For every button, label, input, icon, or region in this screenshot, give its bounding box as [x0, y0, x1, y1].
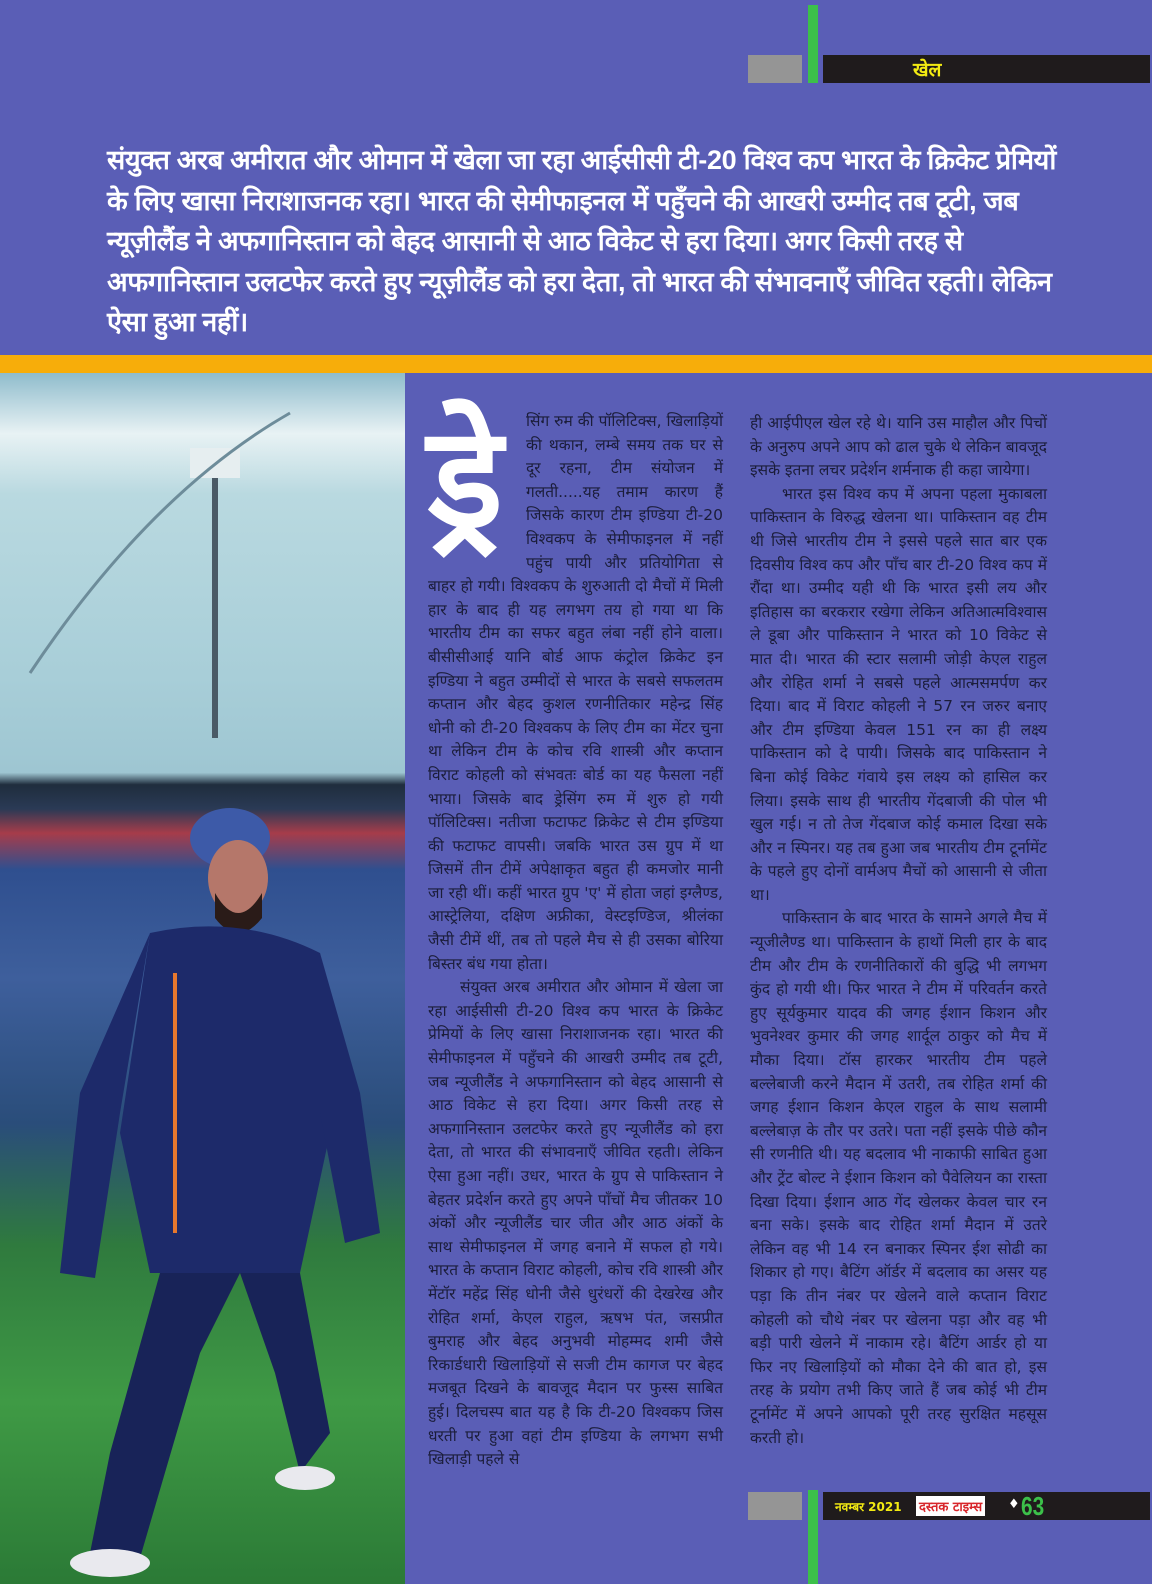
headline: संयुक्त अरब अमीरात और ओमान में खेला जा रहा आईसीसी टी-20 विश्व कप भारत के क्रिकेट प्रेमियों के लिए खासा निराशाजनक रहा। भारत की सेमीफाइनल में पहुँचने की आखरी उम्मीद तब टूटी, जब न्यूज़ीलैंड ने अफगानिस्तान को बेहद आसानी से आठ विकेट से हरा दिया। अगर किसी तरह से अफगानिस्तान उलटफेर करते हुए न्यूज़ीलैंड को हरा देता, तो भारत की संभावनाएँ जीवित रहती। लेकिन ऐसा हुआ नहीं। [107, 145, 1057, 337]
player-figure [60, 808, 380, 1577]
player-illustration [0, 373, 405, 1584]
separator-icon: ♦ [1008, 1497, 1020, 1512]
issue-date: नवम्बर 2021 [835, 1500, 902, 1514]
article-paragraph: भारत इस विश्व कप में अपना पहला मुकाबला पाकिस्तान के विरुद्ध खेलना था। पाकिस्तान वह टीम थी जिसे भारतीय टीम ने इससे पहले सात बार एक दिवसीय विश्व कप और पाँच बार टी-20 विश्व कप में रौंदा था। उम्मीद यही थी कि भारत इसी लय और इतिहास का बरकरार रखेगा लेकिन अतिआत्मविश्वास ले डूबा और पाकिस्तान ने भारत को 10 विकेट से मात दी। भारत की स्टार सलामी जोड़ी केएल राहुल और रोहित शर्मा ने सबसे पहले आत्मसमर्पण कर दिया। बाद में विराट कोहली ने 57 रन जरुर बनाए और टीम इण्डिया केवल 151 रन का ही लक्ष्य पाकिस्तान को दे पायी। जिसके बाद पाकिस्तान ने बिना कोई विकेट गंवाये इस लक्ष्य को हासिल कर लिया। इसके साथ ही भारतीय गेंदबाजी की पोल भी खुल गई। न तो तेज गेंदबाज कोई कमाल दिखा सके और न स्पिनर। यह तब हुआ जब भारतीय टीम टूर्नामेंट के पहले हुए दोनों वार्मअप मैचों को आसानी से जीता था। [750, 484, 1047, 904]
article-column-2 [750, 412, 1047, 1450]
section-label-bar [823, 55, 1150, 83]
section-label: खेल [913, 59, 942, 81]
stadium-roof-cable [30, 413, 290, 673]
article-paragraph: सिंग रुम की पॉलिटिक्स, खिलाड़ियों की थकान, लम्बे समय तक घर से दूर रहना, टीम संयोजन में गलती.....यह तमाम कारण हैं जिसके कारण टीम इण्डिया टी-20 विश्वकप के सेमीफाइनल में नहीं पहुंच पायी और प्रतियोगिता से बाहर हो गयी। विश्वकप के शुरुआती दो मैचों में मिली हार के बाद ही यह लगभग तय हो गया था कि भारतीय टीम का सफर बहुत लंबा नहीं होने वाला। बीसीसीआई यानि बोर्ड आफ कंट्रोल क्रिकेट इन इण्डिया ने बहुत उम्मीदों से भारत के सबसे सफलतम कप्तान और बेहद कुशल रणनीतिकार महेन्द्र सिंह धोनी को टी-20 विश्वकप के लिए टीम का मेंटर चुना था लेकिन टीम के कोच रवि शास्त्री और कप्तान विराट कोहली को संभवतः बोर्ड का यह फैसला नहीं भाया। जिसके बाद ड्रेसिंग रुम में शुरु हो गयी पॉलिटिक्स। नतीजा फटाफट क्रिकेट से टीम इण्डिया की फटाफट वापसी। जबकि भारत उस ग्रुप में था जिसमें तीन टीमें अपेक्षाकृत बहुत ही कमजोर मानी जा रही थीं। कहीं भारत ग्रुप 'ए' में होता जहां इग्लैण्ड, आस्ट्रेलिया, दक्षिण अफ्रीका, वेस्टइण्डिज, श्रीलंका जैसी टीमें थीं, तब तो पहले मैच से ही उसका बोरिया बिस्तर बंध गया होता। [428, 412, 723, 973]
floodlight-pole [212, 478, 218, 738]
magazine-logo: दस्तक टाइम्स [916, 1496, 985, 1516]
header-green-bar [808, 5, 818, 83]
article-paragraph: संयुक्त अरब अमीरात और ओमान में खेला जा रहा आईसीसी टी-20 विश्व कप भारत के क्रिकेट प्रेमियों के लिए खासा निराशाजनक रहा। भारत की सेमीफाइनल में पहुँचने की आखरी उम्मीद तब टूटी, जब न्यूजीलैंड ने अफगानिस्तान को बेहद आसानी से आठ विकेट से हरा दिया। अगर किसी तरह से अफगानिस्तान उलटफेर करते हुए न्यूजीलैंड को हरा देता, तो भारत की संभावनाएँ जीवित रहती। लेकिन ऐसा हुआ नहीं। उधर, भारत के ग्रुप से पाकिस्तान ने बेहतर प्रदेर्शन करते हुए अपने पाँचों मैच जीतकर 10 अंकों और न्यूजीलैंड चार जीत और आठ अंकों के साथ सेमीफाइनल में जगह बनाने में सफल हो गये। भारत के कप्तान विराट कोहली, कोच रवि शास्त्री और मेंटॉर महेंद्र सिंह धोनी जैसे धुरंधरों की देखरेख और रोहित शर्मा, केएल राहुल, ऋषभ पंत, जसप्रीत बुमराह और बेहद अनुभवी मोहम्मद शमी जैसे रिकार्डधारी खिलाड़ियों से सजी टीम कागज पर बेहद मजबूत दिखने के बावजूद मैदान पर फुस्स साबित हुई। दिलचस्प बात यह है कि टी-20 विश्वकप जिस धरती पर हुआ वहां टीम इण्डिया के लगभग सभी खिलाड़ी पहले से [428, 978, 723, 1469]
drop-cap: ड्रे [428, 397, 503, 560]
footer-green-bar [808, 1490, 818, 1584]
accent-band [0, 355, 1152, 373]
footer-bar [823, 1492, 1150, 1520]
article-paragraph: पाकिस्तान के बाद भारत के सामने अगले मैच में न्यूजीलैण्ड था। पाकिस्तान के हाथों मिली हार के बाद टीम और टीम के रणनीतिकारों की बुद्धि भी लगभग कुंद हो गयी थी। फिर भारत ने टीम में परिवर्तन करते हुए सूर्यकुमार यादव की जगह ईशान किशन और भुवनेश्वर कुमार की जगह शार्दूल ठाकुर को मैच में मौका दिया। टॉस हारकर भारतीय टीम पहले बल्लेबाजी करने मैदान में उतरी, तब रोहित शर्मा की जगह ईशान किशन केएल राहुल के साथ सलामी बल्लेबाज़ के तौर पर उतरे। पता नहीं इसके पीछे कौन सी रणनीति थी। यह बदलाव भी नाकाफी साबित हुआ और ट्रेंट बोल्ट ने ईशान किशन को पैवेलियन का रास्ता दिखा दिया। ईशान आठ गेंद खेलकर केवल चार रन बना सके। इसके बाद रोहित शर्मा मैदान में उतरे लेकिन वह भी 14 रन बनाकर स्पिनर ईश सोढी का शिकार हो गए। बैटिंग ऑर्डर में बदलाव का असर यह पड़ा कि तीन नंबर पर खेलने वाले कप्तान विराट कोहली को चौथे नंबर पर खेलना पड़ा और वह भी बड़ी पारी खेलने में नाकाम रहे। बैटिंग आर्डर हो या फिर नए खिलाड़ियों को मौका देने की बात हो, इस तरह के प्रयोग तभी किए जाते हैं जब कोई भी टीम टूर्नामेंट में अपने आपको पूरी तरह सुरक्षित महसूस करती हो। [750, 909, 1047, 1447]
article-column-1 [428, 397, 723, 1472]
page-number: 63 [1021, 1491, 1045, 1521]
footer-gray-block [748, 1492, 802, 1520]
header-gray-block [748, 55, 802, 83]
cricket-player-photo [0, 373, 405, 1584]
article-paragraph: ही आईपीएल खेल रहे थे। यानि उस माहौल और पिचों के अनुरुप अपने आप को ढाल चुके थे लेकिन बावजूद इसके इतना लचर प्रदेर्शन शर्मनाक ही कहा जायेगा। [750, 414, 1047, 480]
